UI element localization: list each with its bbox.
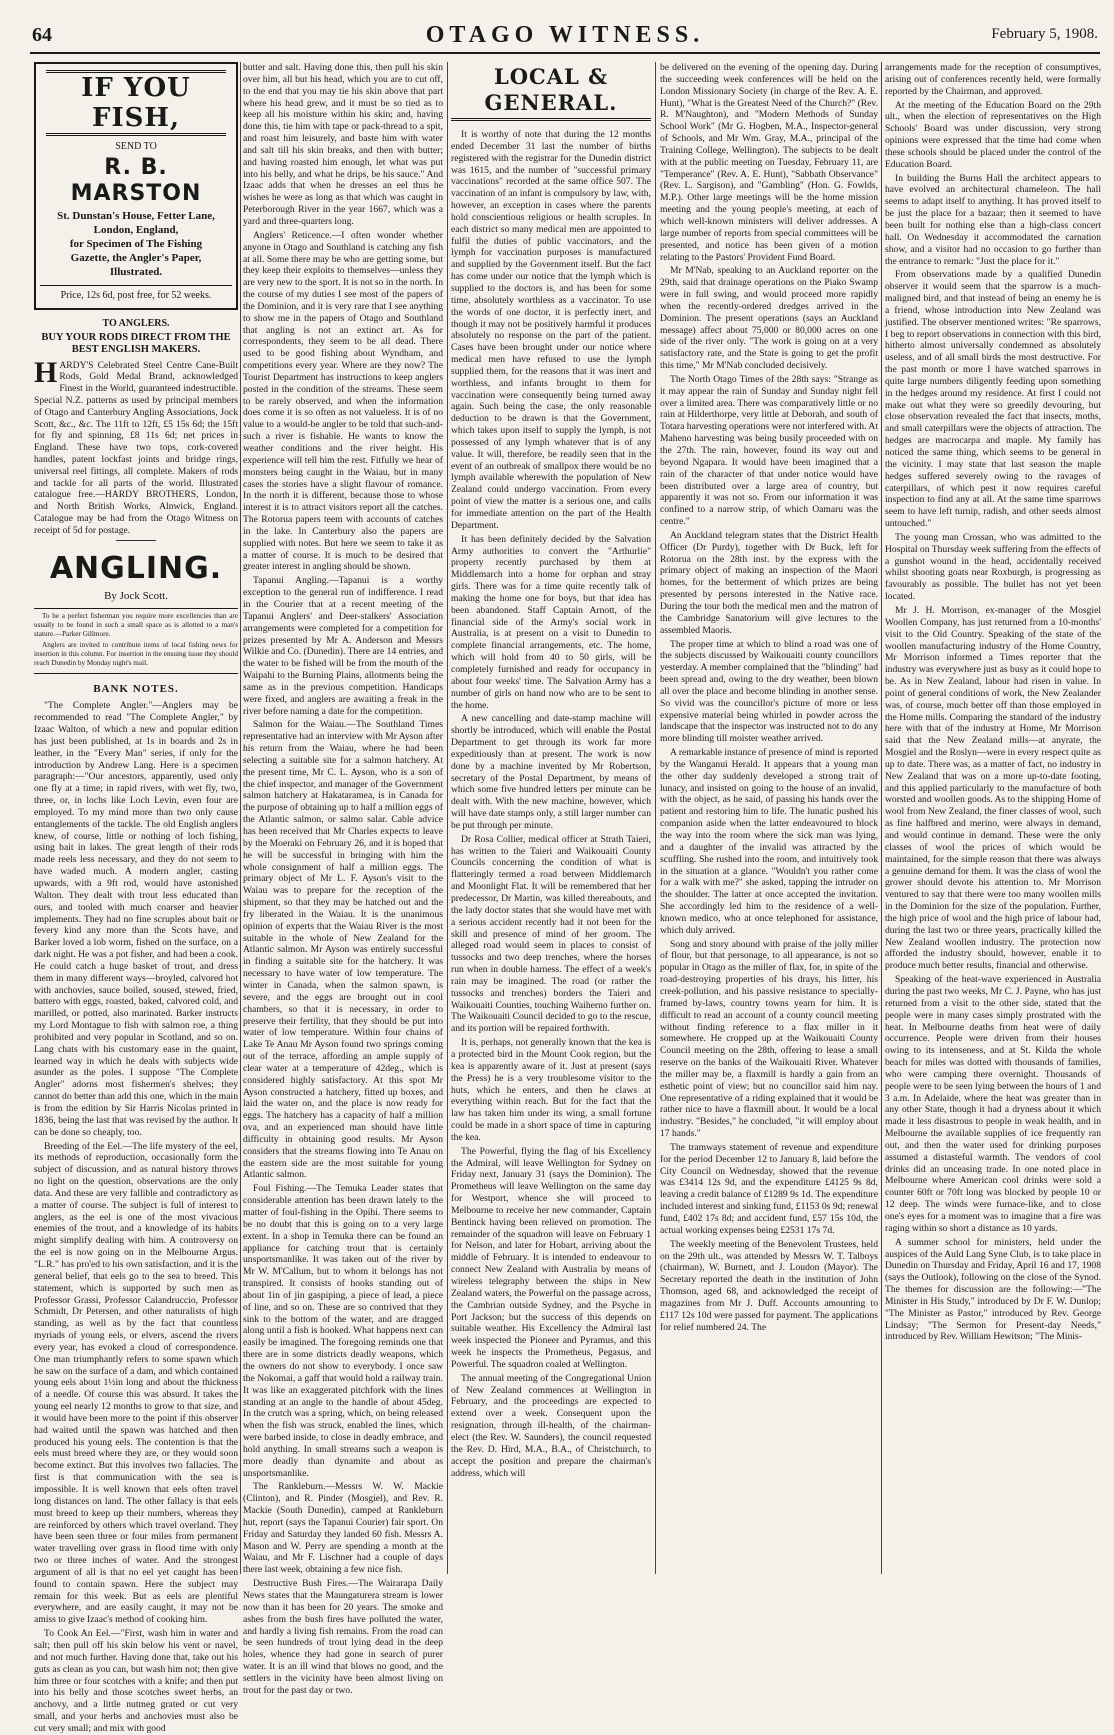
hardy-subheading: BUY YOUR RODS DIRECT FROM THE BEST ENGLISH MAKERS. [41,331,231,355]
ad-specimen-2: Gazette, the Angler's Paper, [70,252,202,264]
ad-address-2: London, England, [93,224,179,236]
paragraph: The North Otago Times of the 28th says: "Strange as it may appear the rain of Sunday and Sunday night fell over a limited area. There was comparatively little or no rain at Hilderthorpe, very little at Deborah, and south of Totara harvesting operations were not interfered with. At Maheno harvesting was being busily proceeded with on the 27th. The rain, however, found its way out and beyond Ngapara. It would have been imagined that a rain of the character of that under notice would have been distributed over a large area of country, but apparently it was not so. From our information it was confined to a narrow strip, of which Oamaru was the centre." [660,373,878,528]
issue-date: February 5, 1908. [991,26,1098,42]
ad-specimen-3: Illustrated. [109,266,163,278]
column-4 [660,62,878,1577]
paragraph: It has been definitely decided by the Salvation Army authorities to convert the "Arthurlie" property recently purchased by them at Middlemarch into a home for orphan and stray girls. There was for a time quite recently talk of making the home one for boys, but that idea has been abandoned. Staff Captain Arnott, of the financial side of the Army's social work in Australia, is at present on a visit to Dunedin to complete financial arrangements, etc. The home, which will hold from 40 to 50 girls, will be completely furnished and ready for occupancy in about four weeks' time. The Salvation Army has a number of girls on hand now who are to be sent to the home. [451,533,651,711]
paragraph: From observations made by a qualified Dunedin observer it would seem that the sparrow is a much-maligned bird, and that instead of being an enemy he is a friend, whose introduction into New Zealand was justified. The observer mentioned writes: "Re sparrows, I beg to report observations in connection with this bird, hitherto almost universally condemned as absolutely useless, and of all small birds the most destructive. For the past month or more I have watched sparrows in quite large numbers diligently feeding upon something in the hedges around my residence. At first I could not make out what they were so greedily devouring, but close observation revealed the fact that insects, moths, and small caterpillars were the objects of attraction. The hedges are macrocarpa and maple. My family has noticed the same thing, which seems to be general in the vicinity. I may state that last season the maple hedges suffered severely owing to the ravages of caterpillars, of which pest it now requires careful inspection to find any at all. At the same time sparrows seem to have left turnip, radish, and other seeds almost untouched." [885,269,1101,530]
paragraph: Foul Fishing.—The Temuka Leader states that considerable attention has been drawn lately to the matter of foul-fishing in the Opihi. There seems to be no doubt that this is going on to a very large extent. In a shop in Temuka there can be found an appliance for catching trout that is certainly unsportsmanlike. It was taken out of the river by Mr W. M'Callum, but to whom it belongs has not transpired. It consists of hooks standing out of about 1in of jin gaspiping, a piece of lead, a piece of line, and so on. These are so contrived that they sink to the bottom of the water, and are dragged along until a fish is hooked. What happens next can easily be imagined. The foregoing reminds one that there are in some districts deadly weapons, which the owners do not show to everybody. I once saw the Nokomai, a gaff that would hold a railway train. It was like an exaggerated pitchfork with the lines standing at an angle to the handle of about 45deg. In the crutch was a spring, which, on being released when the fish was struck, enabled the lines, which were barbed inside, to close in deadly embrace, and hold anything. In small streams such a weapon is more deadly than dynamite and about as unsportsmanlike. [243,1183,443,1479]
paragraph: A remarkable instance of presence of mind is reported by the Wanganui Herald. It appears that a young man the other day suddenly developed a strong trait of lunacy, and insisted on going to the house of an invalid, with the object, as he said, of passing his hands over the patient and restoring him to life. The lunatic pushed his companion aside when the latter endeavoured to block the way into the room where the sick man was lying, and a daughter of the invalid was attracted by the scuffling. She rushed into the room, and intuitively took in the situation at a glance. "Wouldn't you rather come for a walk with me?" she asked, tapping the intruder on the shoulder. The latter at once accepted the invitation. She accordingly led him to the residence of a well-known medico, who at once telephoned for assistance, which duly arrived. [660,747,878,936]
angling-notice [34,608,238,674]
ad-price: Price, 12s 6d, post free, for 52 weeks. [40,285,232,302]
paragraph: Song and story abound with praise of the jolly miller of flour, but that personage, to all appearance, is not so popular in Otago as the miller of flax, for, in spite of the road-destroying properties of his drays, his litter, his creek-pollution, and his passive resistance to specially-framed by-laws, country towns yearn for him. It is difficult to read an account of a county council meeting without finding reference to a flax miller in it somewhere. He cropped up at the Waikouaiti County Council meeting on the 28th, offering to lease a small reserve on the banks of the Waikouaiti River. Whatever the miller may be, a flaxmill is hardly a gain from an esthetic point of view; but no councillor said him nay. One representative of a riding explained that it would be rather nice to have a flaxmill about. It would be a local industry. "Besides," he concluded, "it will employ about 17 hands." [660,938,878,1140]
paragraph: arrangements made for the reception of consumptives, arising out of conferences recently held, were formally reported by the Chairman, and approved. [885,62,1101,97]
page-number: 64 [32,24,52,46]
hardy-heading: TO ANGLERS. [102,317,170,329]
marston-advertisement [34,62,238,310]
local-general-title: LOCAL & GENERAL. [451,64,651,121]
column-divider [655,62,656,1574]
paragraph: Salmon for the Waiau.—The Southland Times representative had an interview with Mr Ayson after his return from the Waiau, where he had been selecting a suitable site for a salmon hatchery. At the present time, Mr C. L. Ayson, who is a son of the chief inspector, and manager of the Government salmon hatchery at Hakataramea, is in Canada for the purpose of obtaining up to half a million eggs of the Atlantic salmon, or salmo salar. Cable advice has been received that Mr Charles expects to leave by the Moeraki on February 26, and it is hoped that he will be successful in bringing with him the whole consignment of half a million eggs. The primary object of Mr L. F. Ayson's visit to the Waiau was to prepare for the reception of the shipment, so that they may be hatched out and the fry liberated in the Waiau. It is the unanimous opinion of experts that the Waiau River is the most suitable in the whole of New Zealand for the Atlantic salmon. Mr Ayson was entirely successful in finding a suitable site for the hatchery. It was necessary to have water of low temperature. The winter in Canada, when the salmon spawn, is severe, and the eggs are brought out in cool chambers, so that it is necessary, in order to preserve their fertility, that they should be put into water of low temperature. Within four chains of Lake Te Anau Mr Ayson found two springs coming out of the terrace, affording an ample supply of clear water at a temperature of 42deg., which is considered highly satisfactory. At this spot Mr Ayson constructed a hatchery, fitted up boxes, and laid the water on, and the place is now ready for eggs. The hatchery has a capacity of half a million ova, and an experienced man should have little difficulty in obtaining good results. Mr Ayson considers that the streams flowing into Te Anau on the eastern side are the most suitable for young Atlantic salmon. [243,719,443,1181]
paragraph: Dr Rosa Collier, medical officer at Strath Taieri, has written to the Taieri and Waikouaiti County Councils concerning the condition of what is flatteringly termed a road between Middlemarch and Moonlight Flat. It will be remembered that her predecessor, Dr Martin, was killed thereabouts, and the lady doctor states that she would have met with a serious accident recently had it not been for the skill and presence of mind of her groom. The alleged road would seem in places to consist of tussocks and two deep trenches, where the horses run when in double harness. The effect of a week's rain may be imagined. The road (or rather the tussocks and trenches) borders the Taieri and Waikouaiti Counties, touching Waiherno further on. The Waikouaiti Council decided to go to the rescue, and its portion will be repaired forthwith. [451,833,651,1035]
paragraph: To Cook An Eel.—"First, wash him in water and salt; then pull off his skin below his vent or navel, and not much further. Having done that, take out his guts as clean as you can, but wash him not; then give him three or four scotches with a knife; and then put into his belly and those scotches sweet herbs, an anchovy, and a little nutmeg grated or cut very small, and your herbs and anchovies must also be cut very small; and mix with good [34,1628,238,1734]
angling-title: ANGLING. [49,550,223,586]
paragraph: butter and salt. Having done this, then pull his skin over him, all but his head, which you are to cut off, to the end that you may tie his skin above that part where his head grew, and it must be so tied as to keep all his moisture within his skin; and, having done this, tie him with tape or pack-thread to a spit, and roast him leisurely, and baste him with water and salt till his skin breaks, and then with butter; and having roasted him enough, let what was put into his belly, and what he drips, be his sauce." And Izaac adds that when he dresses an eel thus he wishes he were as long as that which was caught in Peterborough River in the year 1667, which was a yard and three-quarters long. [243,62,443,227]
column-divider [881,62,882,1574]
divider [116,540,156,541]
bank-notes-heading: BANK NOTES. [93,683,179,696]
paragraph: be delivered on the evening of the opening day. During the succeeding week conferences will be held on the London Missionary Society (in charge of the Rev. A. E. Hunt), "What is the Greatest Need of the Church?" (Rev. R. M'Naughton), and "Modern Methods of Sunday School Work" (Mr G. Hogben, M.A., Inspector-general of Schools, and Mr Wm. Gray, M.A., principal of the Training College, Wellington). The subjects to be dealt with at the public meeting on Tuesday, February 11, are "Temperance" (Rev. A. E. Hunt), "Sabbath Observance" (Rev. L. Sargison), and "Gambling" (Hon. G. Fowlds, M.P.). Other large meetings will be the home mission meeting and the young people's meeting, at each of which well-known ministers will deliver addresses. A large number of reports from special committees will be presented, and notice has been given of a motion relating to the Pastors' Provident Fund Board. [660,62,878,263]
column-divider [447,62,448,1574]
notice-quote: To be a perfect fisherman you require more excellencies than are usually to be found in such a small space as is allotted to a man's stature.—Parker Gillmore. [34,612,238,639]
newspaper-title: OTAGO WITNESS. [425,22,705,48]
paragraph: At the meeting of the Education Board on the 29th ult., when the election of representatives on the High Schools' Board was under discussion, very strong opinions were expressed that the time had come when these schools should be placed under the control of the Education Board. [885,99,1101,170]
paragraph: The annual meeting of the Congregational Union of New Zealand commences at Wellington in February, and the proceedings are expected to extend over a week. Consequent upon the resignation, through ill-health, of the chairman-elect (the Rev. W. Saunders), the council requested the Rev. D. Hird, M.A., B.A., of Christchurch, to accept the position and prepare the chairman's address, which will [451,1372,651,1479]
paragraph: It is, perhaps, not generally known that the kea is a protected bird in the Mount Cook region, but the kea is apparently aware of it. Just at present (says the Press) he is a very troublesome visitor to the huts, which he enters, and then he claws at everything within reach. But for the fact that the law has taken him under its wing, a small fortune could be made in a short space of time in capturing the kea. [451,1037,651,1143]
hardy-dropcap: H [34,355,58,389]
paragraph: The weekly meeting of the Benevolent Trustees, held on the 29th ult., was attended by Messrs W. T. Talboys (chairman), W. Burnett, and J. Loudon (Mayor). The Secretary reported the death in the institution of John Thomson, aged 68, and acknowledged the receipt of magazines from Mr J. Duff. Accounts amounting to £117 12s 10d were passed for payment. The applications for relief numbered 24. The [660,1238,878,1333]
hardy-body: ARDY'S Celebrated Steel Centre Cane-Built Rods, Gold Medal Brand, acknowledged Finest in the World, guaranteed indestructible. Special N.Z. patterns as used by principal members of Otago and Canterbury Angling Associations, Jock Scott, &c., &c. The 11ft to 12ft, £5 15s 6d; the 15ft for fly and spinning, £8 11s 6d; net prices in England. These have two tops, cork-covered handles, patent lockfast joints and bridge rings, universal reel fittings, all complete. Makers of rods and tackle for all parts of the world. Illustrated catalogue free.—HARDY BROTHERS, London, and North British Works, Alnwick, England. Catalogue may be had from the Otago Witness on receipt of 5d for postage. [34,359,238,536]
paragraph: The young man Crossan, who was admitted to the Hospital on Thursday week suffering from the effects of a gunshot wound in the head, accidentally received whilst shooting goats near Roxburgh, is progressing as favourably as possible. The bullet has not yet been located. [885,531,1101,603]
paragraph: Anglers' Reticence.—I often wonder whether anyone in Otago and Southland is catching any fish at all. Some there may be who are getting some, but they keep their exploits to themselves—unless they are very new to the sport. It is not so in the north. In the course of my duties I see most of the papers of the Dominion, and it is very rare that I see anything to show me in the papers of Otago and Southland that angling is not an extinct art. As for correspondents, they seem to be all dead. There used to be good fishing about Wyndham, and competitions every year. Where are they now? The Tourist Department has instructions to keep anglers posted in the condition of the streams. These seem to be rarely observed, and when the information does come it is so often as not valueless. It is of no value to a would-be angler to be told that such-and-such a river is fishable. He wants to know the weather conditions and the river height. His experience will tell him the rest. Fitfully we hear of monsters being caught in the Waiau, but in many cases the stories have a slight flavour of romance. In the north it is different, because those to whose interest it is to attract visitors report all the catches. The Rotorua papers teem with accounts of catches in the lake. In Canterbury also the papers are supplied with notes. But here we seem to take it as a matter of course. It is much to be desired that greater interest in angling should be shown. [243,229,443,573]
ad-send-to: SEND TO [115,141,157,152]
notice-contribute: Anglers are invited to contribute items of local fishing news for insertion in this column. For insertion in the ensuing issue they should reach Dunedin by Monday night's mail. [34,641,238,668]
paragraph: Breeding of the Eel.—The life mystery of the eel, its methods of reproduction, occasionally form the subject of discussion, and as natural history throws no light on the question, observations are the only data. And these are very fallible and contradictory as a matter of course. The subject is full of interest to anglers, as the eel is one of the most vivacious enemies of the trout, and a knowledge of its habits might simplify dealing with him. A controversy on the eel is now going on in the Melbourne Argus. "L.R." has pro'ed to his own satisfaction, and it is the general belief, that eels go to the sea to breed. This statement, which is supported by such men as Professor Grassi, Professor Calandruccio, Professor Schmidt, Dr Petersen, and other naturalists of high standing, as well as by the fact that countless myriads of young eels, or elvers, ascend the rivers every year, has evoked a cloud of correspondence. One man triumphantly refers to some spawn which he saw on the surface of a dam, and which contained young eels about 1½in long and about the thickness of a needle. Of course this was absurd. It takes the young eel nearly 12 months to grow to that size, and it would have been more to the point if this observer had waited until the spawn was hatched and then produced his young eels. The contention is that the eels must breed where they are, or they would soon become extinct. But this involves two fallacies. The first is that communication with the sea is impossible. It is well known that eels often travel long distances on land. The other fallacy is that eels must breed to keep up their numbers, whereas they are reinforced by others which travel overland. They have been seen three or four miles from permanent water travelling over grass in flood time with only two or three inches of water. And the strongest argument of all is that no eel yet caught has been found to contain spawn. Here the subject may remain for this week. But as eels are plentiful everywhere, and are easily caught, it may not be amiss to give Izaac's method of cooking him. [34,1140,238,1626]
paragraph: Mr J. H. Morrison, ex-manager of the Mosgiel Woollen Company, has just returned from a 10-months' visit to the Old Country. Speaking of the state of the woollen manufacturing industry of the Home Country, Mr Morrison informed a Times reporter that the industry was everywhere just as busy as it could hope to be. As in New Zealand, labour had risen in value. In point of general conditions of work, the New Zealander was, of course, much better off than those employed in the Home mills. Comparing the standard of the industry here with that of the industry at Home, Mr Morrison said that the New Zealand mills—at anyrate, the Mosgiel and the Roslyn—were in every respect quite as up to date. There was, as a matter of fact, no industry in New Zealand that was on a more up-to-date footing, and this applied particularly to the manufacture of both worsted and woollen goods. As to the shipping Home of wool from New Zealand, the finer classes of wool, such as fine halfbred and merino, were always in demand, and would continue in demand. These were the only classes of wool the prices of which would be maintained, for the simple reason that there was always a genuine demand for them. It was the class of wool the grower should devote his attention to. Mr Morrison ventured to say that there were too many woollen mills in the Dominion for the size of the population. Further, the high price of wool and the high price of labour had, during the last two or three years, practically killed the New Zealand woollen industry. The protection now afforded the industry should, however, enable it to produce much better results, financial and otherwise. [885,604,1101,972]
ad-specimen-1: for Specimen of The Fishing [69,238,203,250]
column-divider [240,62,241,1574]
column-5 [885,62,1101,1577]
hardy-advertisement [34,355,238,537]
column-3 [451,62,651,1577]
paragraph: An Auckland telegram states that the District Health Officer (Dr Purdy), together with Dr Buck, left for Rotorua on the 28th inst. by the express with the primary object of making an inspection of the Maori homes, for the betterment of which prizes are being presented by persons interested in the Native race. During the tour both the medical men and the matron of the Cambridge Sanatorium will give lectures to the assembled Maoris. [660,529,878,636]
paragraph: Speaking of the heat-wave experienced in Australia during the past two weeks, Mr C. J. Payne, who has just returned from a visit to the other side, stated that the people were in many cases simply prostrated with the heat. In Melbourne deaths from heat were of daily occurrence. People were driven from their houses owing to its intenseness, and at St. Kilda the whole beach for miles was dotted with thousands of families, who were camping there overnight. Thousands of people were to be seen lying between the hours of 1 and 3 a.m. In Adelaide, where the heat was greater than in any other State, though it had a dryness about it which made it less disastrous to people in weak health, and in Melbourne the available supplies of ice frequently ran out, and then the water used for drinking purposes assumed a distasteful warmth. The vendors of cool drinks did an unceasing trade. In one noted place in Melbourne where American cool drinks were sold a counter 60ft or 70ft long was blocked by people 10 or 12 deep. The winds were furnace-like, and to close one's eyes for a moment was to imagine that a fire was raging within so short a distance as 10 yards. [885,974,1101,1234]
paragraph: "The Complete Angler."—Anglers may be recommended to read "The Complete Angler," by Izaac Walton, of which a new and popular edition has just been published, at 1s in boards and 2s in leather, in the "Every Man" series, if only for the introduction by Andrew Lang. Here is a specimen paragraph:—"Our ancestors, apparently, used only one fly at a time; in rapid rivers, with wet fly, two, three, or, in lochs like Loch Levin, even four are employed. To my mind more than two only cause entanglements of the tackle. The old English anglers knew, of course, little or nothing of loch fishing, using bait in lakes. The great length of their rods made reels less necessary, and they do not seem to have waded much. A modern angler, casting upwards, with a 9ft rod, would have astonished Walton. They dealt with trout less educated than ours, and tooled with much coarser and heavier implements. They had no fine scruples about bait or fevery kind any more than the Scots have, and Barker loved a lob worm, fished on the surface, on a dark night. He was a pot fisher, and had been a cook. He could catch a huge basket of trout, and dress them in many different ways—broyled, calvored hot with anchovies, sauce boiled, soused, stewed, fried, battero with eggs, roasted, baked, calvored cold, and marilled, or potted, also marinated. Barker instructs my Lord Montague to fish with salmon roe, a thing prohibited and very popular in Scotland, and so on. Lang chats with his customary ease in the quaint, learned way in which he deals with subjects wide asunder as the poles. I suppose "The Complete Angler" adorns most fishermen's shelves; they cannot do better than add this one, which in the main is from the edition by Sir Harris Nicolas printed in 1836, being the last that was revised by the author. It can be done so cheaply, too. [34,700,238,1138]
paragraph: Mr M'Nab, speaking to an Auckland reporter on the 29th, said that drainage operations on the Piako Swamp were in full swing, and would proceed more rapidly when the recently-ordered dredges arrived in the Dominion. The present operations (says an Auckland message) affect about 75,000 or 80,000 acres on one side of the river only. "The work is going on at a very satisfactory rate, and the State is going to get the profit this time," Mr M'Nab concluded decisively. [660,265,878,372]
paragraph: Tapanui Angling.—Tapanui is a worthy exception to the general run of indifference. I read in the Courier that at a recent meeting of the Tapanui Anglers' and Deer-stalkers' Association arrangements were completed for a competition for prizes presented by Mr A. Anderson and Messrs Wilkie and Co. (Dunedin). There are 14 entries, and the water to be fished will be from the mouth of the Waipahi to the Burning Plains, allotments being the same as in the previous competition. Handicaps were fixed, and anglers are awaiting a freak in the river before naming a date for the competition. [243,575,443,717]
paragraph: The Rankleburn.—Messrs W. W. Mackie (Clinton), and R. Pinder (Mosgiel), and Rev. R. Mackie (South Dunedin), camped at Rankleburn hut, report (says the Tapanui Courier) fair sport. On Friday and Saturday they landed 60 fish. Messrs A. Mason and W. Perry are spending a month at the Waiau, and Mr F. Lischner had a couple of days there last week, obtaining a few nice fish. [243,1481,443,1576]
paragraph: A summer school for ministers, held under the auspices of the Auld Lang Syne Club, is to take place in Dunedin on Thursday and Friday, April 16 and 17, 1908 (says the Outlook), following on the close of the Synod. The themes for discussion are the following:—"The Minister in His Study," introduced by Dr F. W. Dunlop; "The Minister as Pastor," introduced by Rev. George Lindsay; "The Sermon for Present-day Needs," introduced by Rev. William Hewitson; "The Minis- [885,1236,1101,1343]
paragraph: A new cancelling and date-stamp machine will shortly be introduced, which will enable the Postal Department to get through its work far more expeditiously than at present. The work is now done by a machine invented by Mr Robertson, secretary of the Postal Department, by means of which some five hundred letters per minute can be dealt with. With the new machine, however, which will have date stamps only, a still larger number can be put through per minute. [451,713,651,831]
column-1 [34,62,238,1734]
ad-name: R. B. MARSTON [70,155,202,206]
paragraph: Destructive Bush Fires.—The Wairarapa Daily News states that the Maungaturera stream is lower now than it has been for 20 years. The smoke and ashes from the bush fires have polluted the water, and hardly a living fish remains. From the road can be seen hundreds of trout lying dead in the deep holes, whence they had gone in search of purer water. It is an ill wind that blows no good, and the settlers in the vicinity have been almost living on trout for the past day or two. [243,1578,443,1696]
column-2 [243,62,443,1696]
paragraph: It is worthy of note that during the 12 months ended December 31 last the number of births registered with the registrar for the Dunedin district was 1615, and the number of "successful primary vaccinations" recorded at the same office 507. The vaccination of an infant is compulsory by law, with, however, an exception in cases where the parents hold conscientious religious or health scruples. In each district so many medical men are appointed to fulfil the duties of public vaccinators, and the lymph for vaccination purposes is manufactured and supplied by the Government itself. But the fact has come under our notice that the lymph which is supplied to the doctors is, and has been for some time, absolutely worthless as a vaccinator. To use the words of one doctor, it is perfectly inert, and though it may not be positively harmful it produces absolutely no response on the part of the patient. Cases have been brought under our notice where medical men have refused to use the lymph supplied them, for the reasons that it was inert and worthless, and infants brought to them for vaccination were consequently being turned away again. Such being the case, the only reasonable deduction to be drawn is that the Government, which takes upon itself to supply the lymph, is not possessed of any lymph whatever that is of any value. It will, therefore, be readily seen that in the event of an outbreak of smallpox there would be no lymph available wherewith the population of New Zealand could undergo vaccination. From every point of view the matter is a serious one, and calls for immediate attention on the part of the Health Department. [451,129,651,531]
ad-address-1: St. Dunstan's House, Fetter Lane, [57,210,215,222]
angling-byline: By Jock Scott. [104,589,168,602]
ad-headline: IF YOU FISH, [46,70,226,136]
masthead [30,20,1100,54]
paragraph: The Powerful, flying the flag of his Excellency the Admiral, will leave Wellington for Sydney on Friday next, January 31 (says the Dominion). The Prometheus will leave Wellington on the same day for Westport, whence she will proceed to Melbourne to receive her new commander, Captain Bentinck having been relieved on promotion. The remainder of the squadron will leave on February 1 for Nelson, and later for Hobart, arriving about the middle of February. It is intended to endeavour to connect New Zealand with Australia by means of wireless telegraphy between the ships in New Zealand waters, the Powerful on the passage across, the Cambrian outside Sydney, and the Psyche in Port Jackson; but the success of this depends on suitable weather. His Excellency the Admiral last week inspected the Pioneer and Pyramus, and this week he inspects the Prometheus, Pegasus, and Powerful. The squadron coaled at Wellington. [451,1145,651,1370]
paragraph: The tramways statement of revenue and expenditure for the period December 12 to January 8, laid before the City Council on Wednesday, showed that the revenue was £3414 12s 9d, and the expenditure £4125 9s 8d, leaving a credit balance of £1289 9s 1d. The expenditure included interest and sinking fund, £1153 0s 9d; renewal fund, £402 17s 8d; and accident fund, £57 15s 10d, the actual working expenses being £2531 17s 7d. [660,1141,878,1236]
paragraph: In building the Burns Hall the architect appears to have evolved an architectural chameleon. The hall seems to adapt itself to anything. It has proved itself to be just the place for a bazaar; then it seemed to have been built for nothing else than a high-class concert hall. On Wednesday it accommodated the carnation show, and a visitor had no occasion to go further than the entrance to remark: "Just the place for it." [885,172,1101,267]
paragraph: The proper time at which to blind a road was one of the subjects discussed by Waikouaiti county councillors yesterday. A member complained that the "blinding" had been spread and, owing to the dry weather, been blown all over the place and become blinding in another sense. So vivid was the councillor's picture of more or less expensive material being whirled in powder across the landscape that the inspector was instructed not to do any more blinding till moister weather arrived. [660,638,878,745]
